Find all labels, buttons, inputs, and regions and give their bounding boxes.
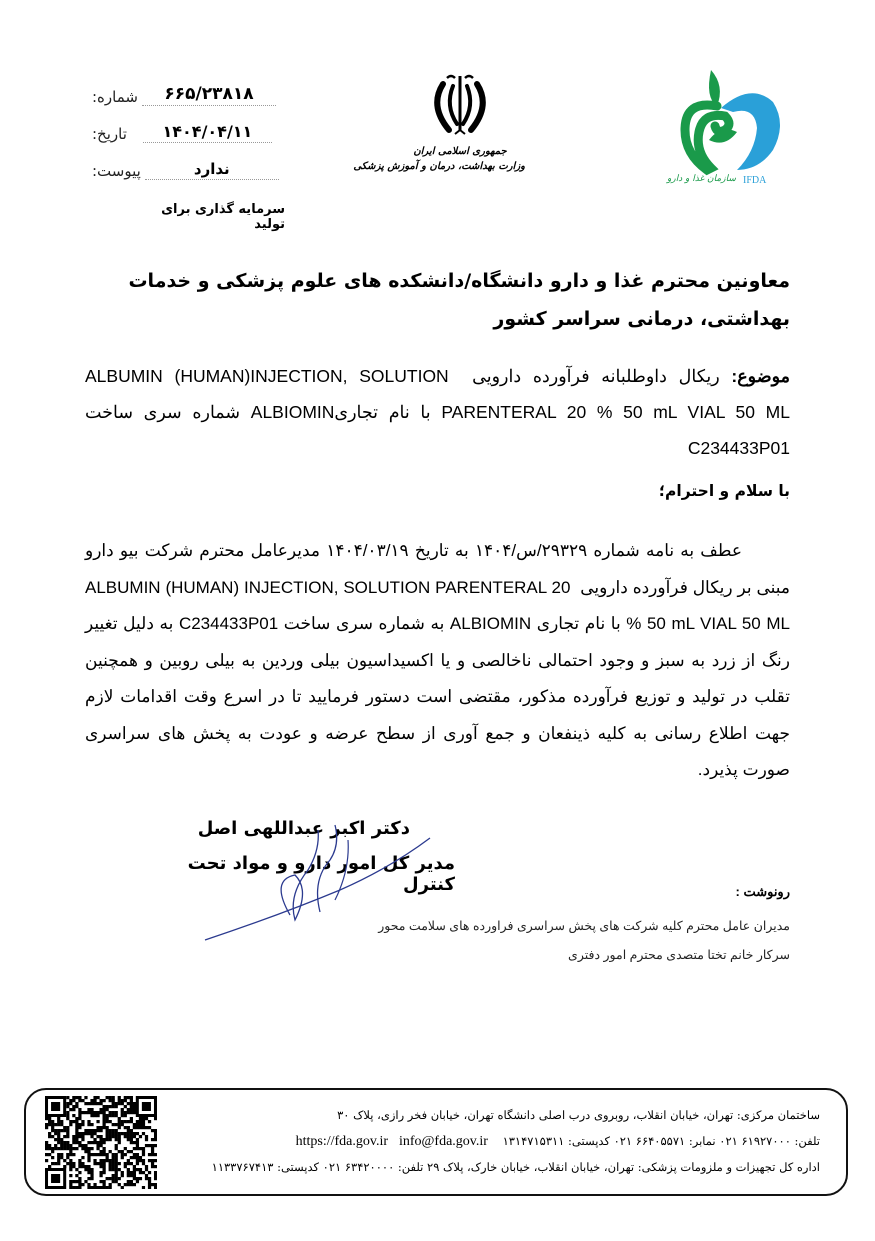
recipient-heading: معاونین محترم غذا و دارو دانشگاه/دانشکده های علوم پزشکی و خدمات بهداشتی، درمانی سراسر کشور xyxy=(128,270,790,330)
emblem-caption-ministry: وزارت بهداشت، درمان و آموزش پزشکی xyxy=(353,161,525,172)
cc-item: مدیران عامل محترم کلیه شرکت های پخش سراسری فراورده های سلامت محور xyxy=(378,919,790,933)
body-product: ALBUMIN (HUMAN) INJECTION, SOLUTION PARENTERAL 20 % 50 mL VIAL 50 ML xyxy=(85,577,790,633)
letter-attachment-label: پیوست: xyxy=(92,162,141,180)
body-brand: ALBIOMIN xyxy=(449,614,532,633)
iran-emblem xyxy=(353,72,525,172)
letter-number-row xyxy=(92,84,287,106)
emblem-icon xyxy=(425,72,495,140)
ifda-name-en: IFDA xyxy=(743,175,767,186)
cc-item: سرکار خانم تختا متصدی محترم امور دفتری xyxy=(568,948,790,962)
body-part-4: به دلیل تغییر رنگ از زرد به سبز و وجود احتمالی ناخالصی و یا اکسیداسیون بیلی وردین به بیلی روبین و همچنین تقلب در تولید و توزیع فرآورده مذکور، مقتضی است دستور فرمایید تا در اسرع وقت اقدامات لازم جهت اطلاع رسانی به کلیه ذینفعان و جمع آوری از سطح عرضه و عودت به پخش های سراسری صورت پذیرد. xyxy=(85,614,790,779)
footer-medical-equipment-address: اداره کل تجهیزات و ملزومات پزشکی: تهران، خیابان انقلاب، خیابان خارک، پلاک ۲۹ تلفن: ۶۳۴۲۰۰۰۰ ۰۲۱ کدپستی: ۱۱۳۳۷۶۷۴۱۳ xyxy=(211,1160,820,1174)
subject-text-2: با نام تجاری xyxy=(334,402,431,422)
body-paragraph xyxy=(85,533,790,789)
letter-attachment-value: ندارد xyxy=(145,160,279,180)
subject-label: موضوع: xyxy=(731,366,790,386)
subject-product: ALBUMIN (HUMAN)INJECTION, SOLUTION PARENTERAL 20 % 50 mL VIAL 50 ML xyxy=(85,366,790,422)
signatory-title: مدیر کل امور دارو و مواد تحت کنترل xyxy=(187,853,455,895)
footer-contact-row xyxy=(180,1134,820,1150)
footer-address: ساختمان مرکزی: تهران، خیابان انقلاب، روبروی درب اصلی دانشگاه تهران، خیابان فخر رازی، پلاک ۳۰ xyxy=(337,1108,820,1122)
qr-code[interactable] xyxy=(45,1096,157,1189)
body-part-2: با نام تجاری xyxy=(536,614,621,633)
signatory-name: دکتر اکبر عبداللهی اصل xyxy=(197,818,410,839)
ifda-mark-icon xyxy=(655,68,795,178)
subject-text-1: ریکال داوطلبانه فرآورده دارویی xyxy=(472,366,720,386)
footer-website-link[interactable]: https://fda.gov.ir xyxy=(295,1134,389,1149)
greeting: با سلام و احترام؛ xyxy=(658,482,790,500)
letter-date-label: تاریخ: xyxy=(92,125,127,143)
body-batch: C234433P01 xyxy=(178,614,279,633)
footer-contact: تلفن: ۶۱۹۲۷۰۰۰ ۰۲۱ نمابر: ۶۶۴۰۵۵۷۱ ۰۲۱ کدپستی: ۱۳۱۴۷۱۵۳۱۱ xyxy=(502,1134,820,1148)
letter-date-row xyxy=(92,122,287,143)
footer-email-link[interactable]: info@fda.gov.ir xyxy=(398,1134,488,1149)
letter-number-value: ۶۶۵/۲۳۸۱۸ xyxy=(142,84,276,106)
ifda-logo xyxy=(655,68,795,198)
subject-text-3: شماره سری ساخت xyxy=(85,402,241,422)
subject-batch: C234433P01 xyxy=(687,438,790,458)
subject-brand: ALBIOMIN xyxy=(250,402,335,422)
letter-attachment-row xyxy=(92,160,287,180)
letter-number-label: شماره: xyxy=(92,88,138,106)
body-part-3: به شماره سری ساخت xyxy=(283,614,445,633)
ifda-name-fa: سازمان غذا و دارو xyxy=(667,174,736,184)
letter-date-value: ۱۴۰۴/۰۴/۱۱ xyxy=(143,122,272,143)
body-part-1: عطف به نامه شماره ۲۹۳۲۹/س/۱۴۰۴ به تاریخ ۱۴۰۴/۰۳/۱۹ مدیرعامل محترم شرکت بیو دارو مبنی بر ریکال فرآورده دارویی xyxy=(85,541,790,597)
emblem-caption-country: جمهوری اسلامی ایران xyxy=(413,146,507,157)
subject-block xyxy=(85,358,790,466)
slogan: سرمایه گذاری برای تولید xyxy=(161,202,285,232)
cc-label: رونوشت : xyxy=(735,884,790,899)
